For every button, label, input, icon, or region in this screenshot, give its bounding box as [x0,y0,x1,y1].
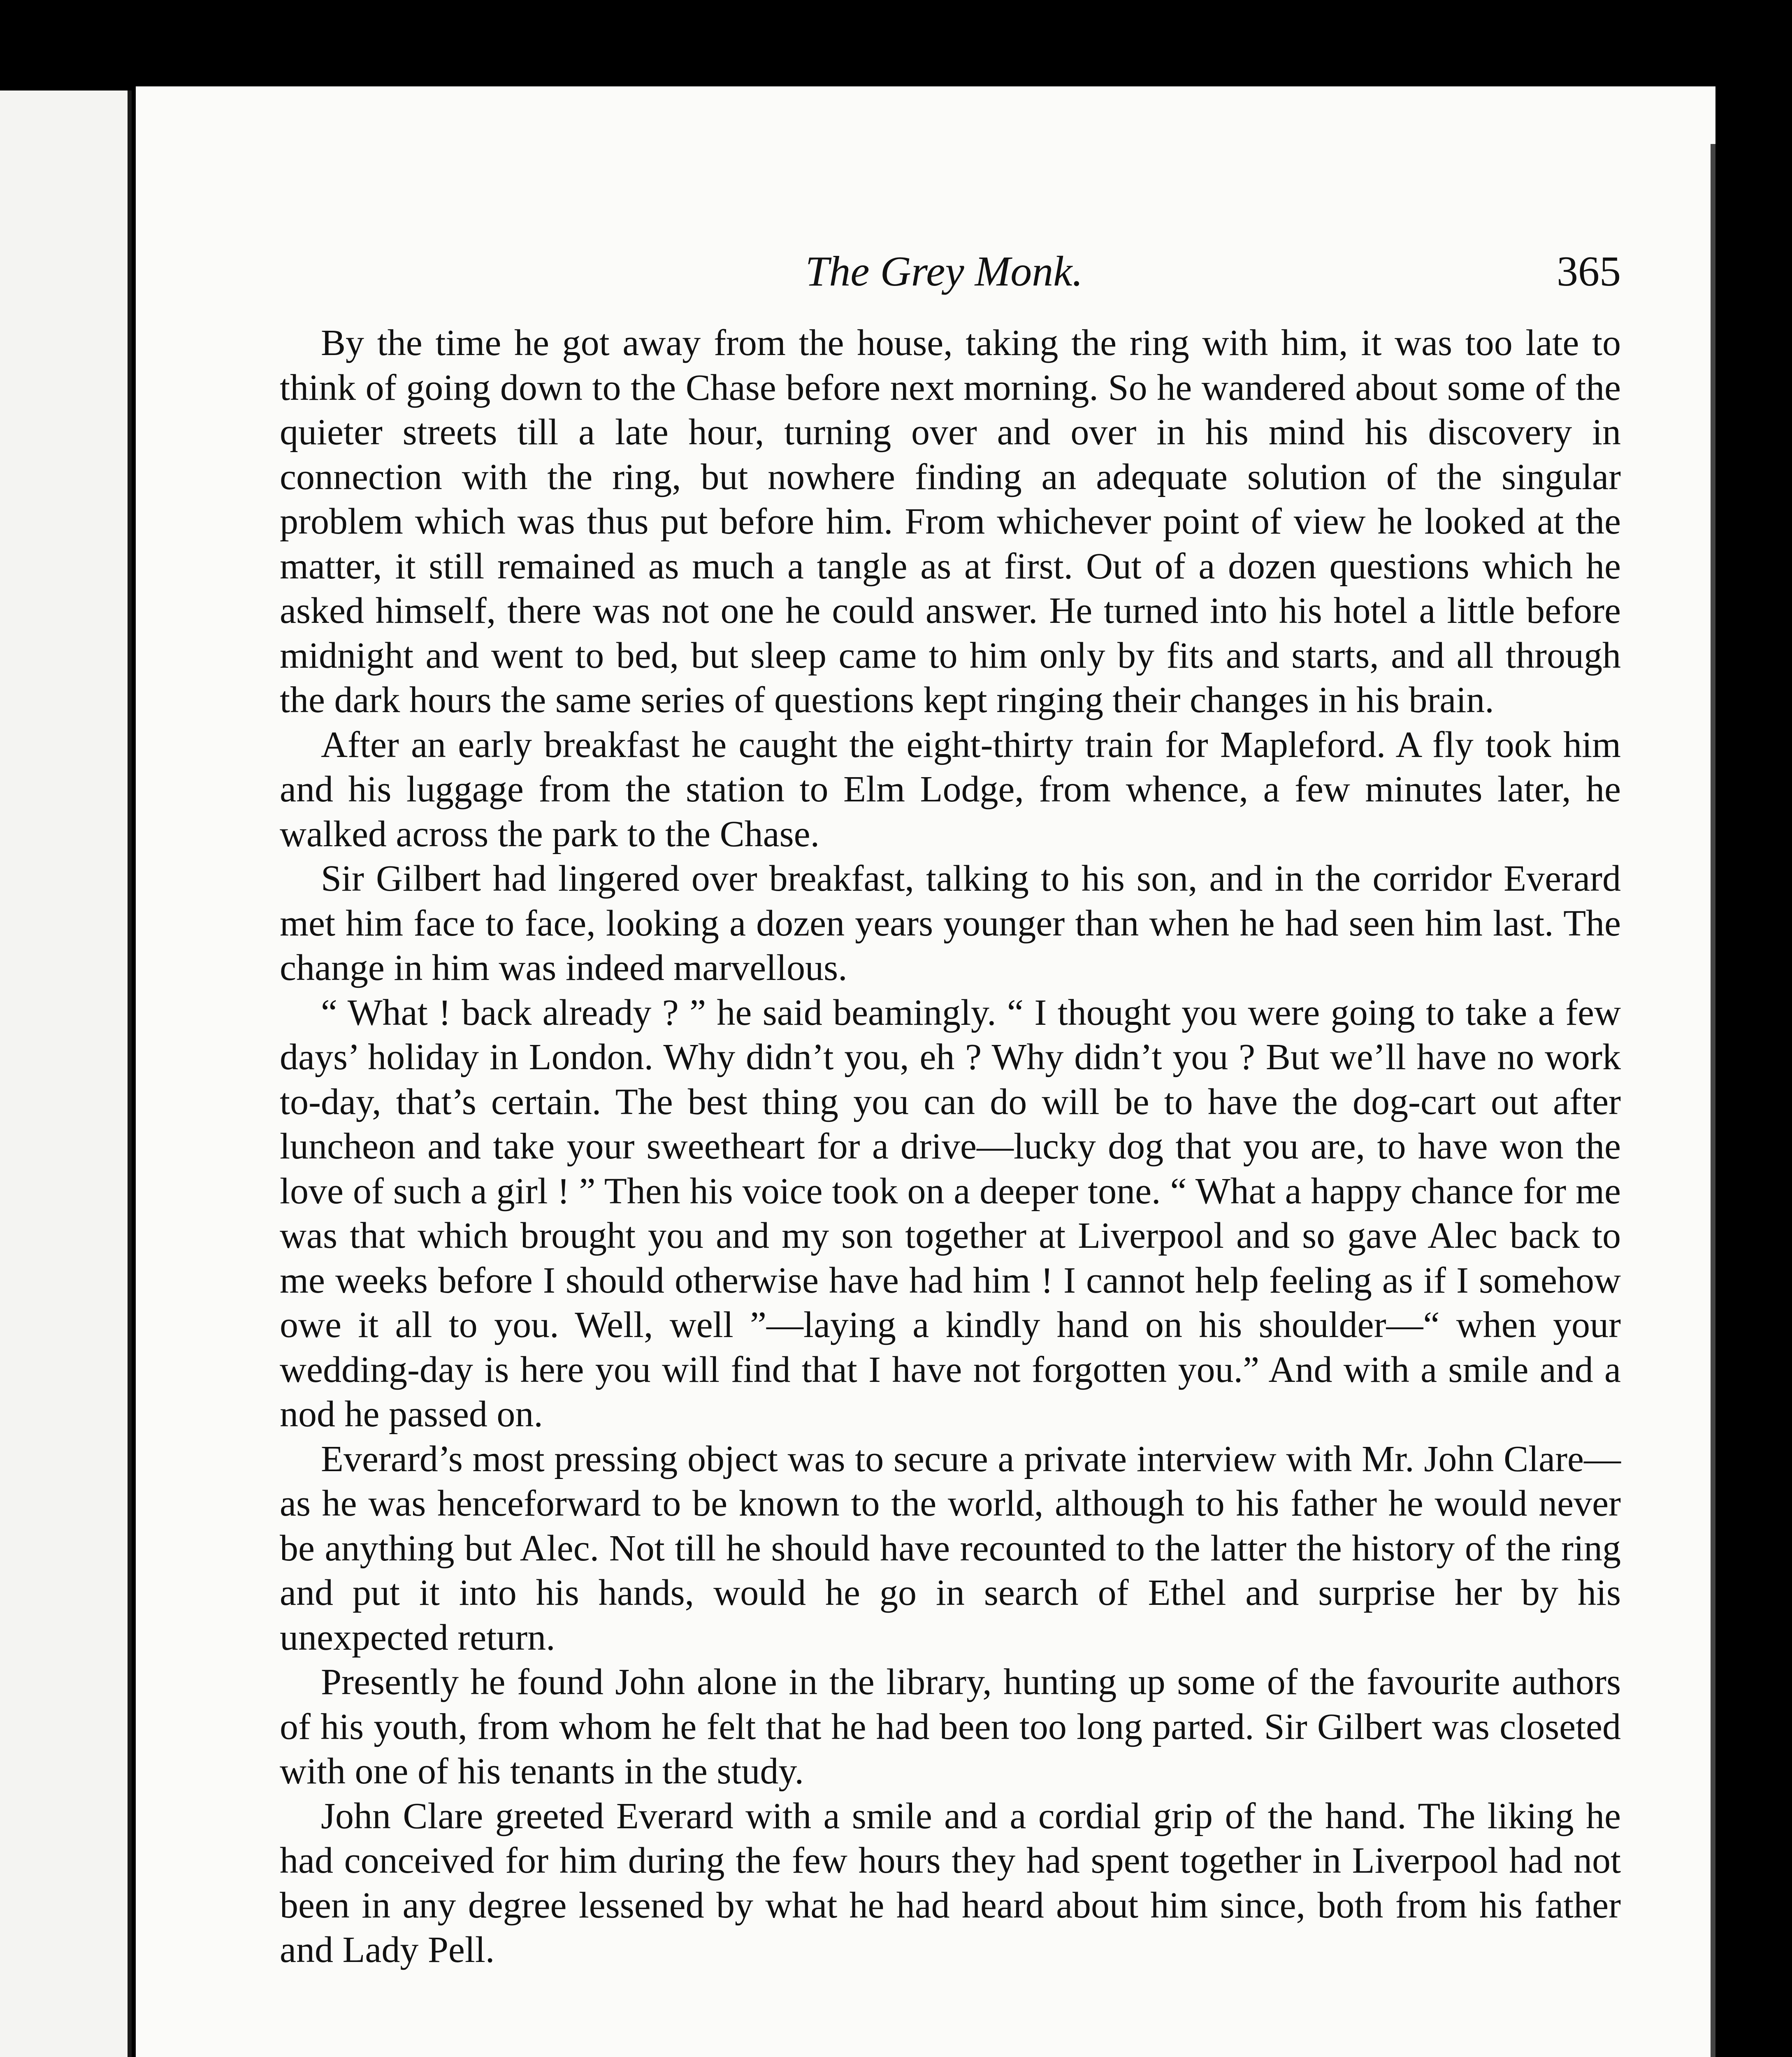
running-title: The Grey Monk. [805,248,1083,295]
paragraph-4: “ What ! back already ? ” he said beamingly. “ I thought you were going to take a few days’ holiday in London. Why didn’t you, eh ? Why didn’t you ? But we’ll have no work to-day, that’s certain. The best thing you can do will be to have the dog-cart out after luncheon and take your sweetheart for a drive—lucky dog that you are, to have won the love of such a girl ! ” Then his voice took on a deeper tone. “ What a happy chance for me was that which brought you and my son together at Liverpool and so gave Alec back to me weeks before I should otherwise have had him ! I cannot help feeling as if I somehow owe it all to you. Well, well ”—laying a kindly hand on his shoulder—“ when your wedding-day is here you will find that I have not forgotten you.” And with a smile and a nod he passed on. [280,992,1621,1435]
running-head [267,239,1621,313]
paragraph-6: Presently he found John alone in the library, hunting up some of the favourite authors of his youth, from whom he felt that he had been too long parted. Sir Gilbert was closeted with one of his tenants in the study. [280,1662,1621,1792]
paragraph-3: Sir Gilbert had lingered over breakfast, talking to his son, and in the corridor Everard met him face to face, looking a dozen years younger than when he had seen him last. The change in him was indeed marvellous. [280,858,1621,988]
page-number: 365 [1557,248,1621,295]
left-page-edge [0,91,132,2057]
book-page [136,86,1715,2057]
body-text [280,321,1621,1973]
paragraph-5: Everard’s most pressing object was to secure a private interview with Mr. John Clare—as he was henceforward to be known to the world, although to his father he would never be anything but Alec. Not till he should have recounted to the latter the history of the ring and put it into his hands, would he go in search of Ethel and surprise her by his unexpected return. [280,1438,1621,1658]
paragraph-7: John Clare greeted Everard with a smile and a cordial grip of the hand. The liking he had conceived for him during the few hours they had spent together in Liverpool had not been in any degree lessened by what he had heard about him since, both from his father and Lady Pell. [280,1795,1621,1970]
paragraph-2: After an early breakfast he caught the eight-thirty train for Mapleford. A fly took him and his luggage from the station to Elm Lodge, from whence, a few minutes later, he walked across the park to the Chase. [280,724,1621,854]
paragraph-1: By the time he got away from the house, taking the ring with him, it was too late to think of going down to the Chase before next morning. So he wandered about some of the quieter streets till a late hour, turning over and over in his mind his discovery in connection with the ring, but nowhere finding an adequate solution of the singular problem which was thus put before him. From whichever point of view he looked at the matter, it still remained as much a tangle as at first. Out of a dozen questions which he asked himself, there was not one he could answer. He turned into his hotel a little before midnight and went to bed, but sleep came to him only by fits and starts, and all through the dark hours the same series of questions kept ringing their changes in his brain. [280,323,1621,720]
